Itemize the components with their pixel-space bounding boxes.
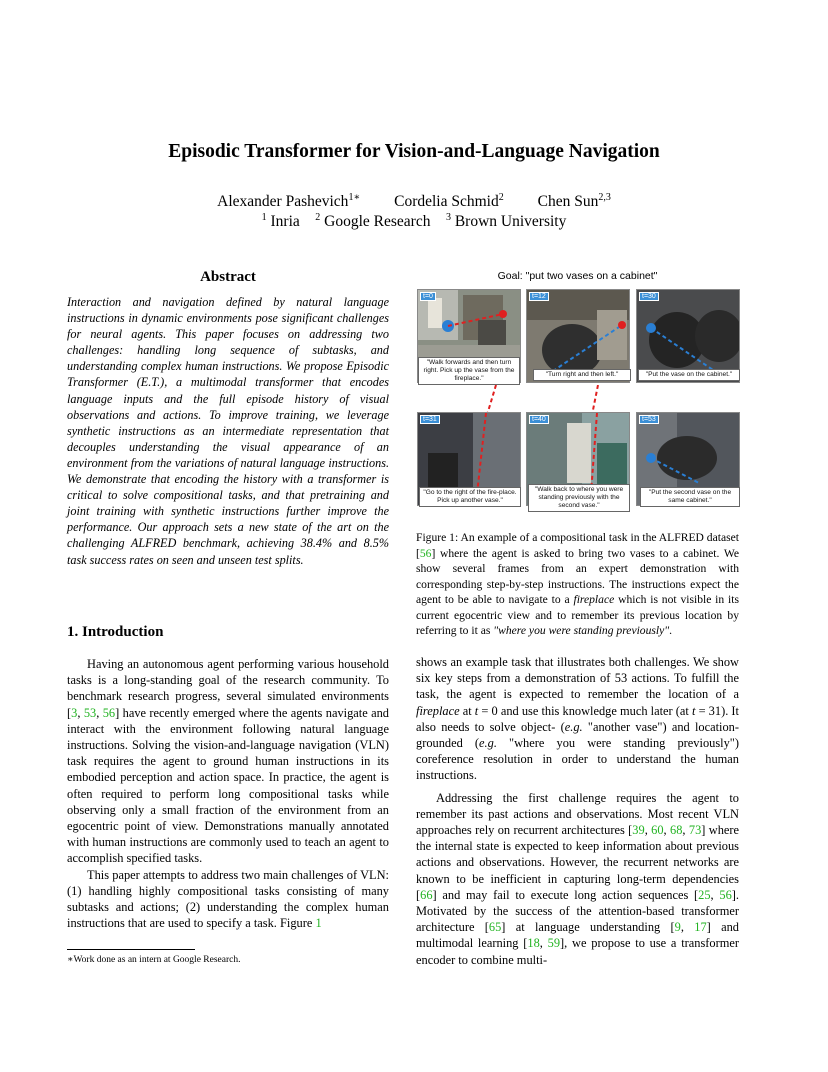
citation-link[interactable]: 9 <box>674 920 681 935</box>
instruction-bubble: "Walk back to where you were standing previously with the second vase." <box>528 484 630 512</box>
footnote-rule <box>67 949 195 950</box>
frame-tag: t=0 <box>420 292 436 301</box>
figure-goal: Goal: "put two vases on a cabinet" <box>497 270 658 282</box>
affil-sup: 2 <box>315 211 321 223</box>
citation-link[interactable]: 39 <box>632 823 645 838</box>
citation-link[interactable]: 3 <box>71 705 78 720</box>
footnote: ∗Work done as an intern at Google Research. <box>67 955 241 965</box>
figure-caption <box>416 530 739 639</box>
frame-tag: t=53 <box>639 415 659 424</box>
citation-link[interactable]: 66 <box>420 887 433 902</box>
instruction-bubble: "Turn right and then left." <box>533 369 631 381</box>
left-column <box>67 656 389 931</box>
abstract-text: Interaction and navigation defined by natural language instructions in dynamic environments pose significant challenges for neural agents. This paper focuses on addressing two challenges: handling long sequence of subtasks, and understanding complex human instructions. We propose Episodic Transformer (E.T.), a multimodal transformer that encodes language inputs and the full episode history of visual observations and actions. To improve training, we leverage synthetic instructions as an intermediate representation that decouples understanding the visual appearance of an environment from the variations of natural language instructions. We demonstrate that encoding the history with a transformer is critical to solve compositional tasks, and that pretraining and joint training with synthetic instructions further improve the performance. Our approach sets a new state of the art on the challenging ALFRED benchmark, achieving 38.4% and 8.5% task success rates on seen and unseen test splits. <box>67 295 389 567</box>
caption-text: . <box>669 624 673 637</box>
author-sup: 2,3 <box>598 191 611 203</box>
affil-sup: 3 <box>445 211 451 223</box>
right-column <box>416 654 739 968</box>
affil-name: Inria <box>270 213 300 230</box>
author-block <box>0 192 828 232</box>
citation-link[interactable]: 18 <box>527 936 540 951</box>
citation-link[interactable]: 53 <box>83 705 97 720</box>
author-name: Alexander Pashevich <box>217 193 349 210</box>
author-name: Cordelia Schmid <box>394 193 499 210</box>
citation-link[interactable]: 73 <box>688 823 702 838</box>
author-name: Chen Sun <box>537 193 599 210</box>
author-sup: 1∗ <box>348 191 361 203</box>
caption-text: ] where the agent is asked to bring two vases to a cabinet. We show several frames from an expert demonstration with corresponding step-by-step instructions. The instructions expect the agent to be able to navigate to a <box>416 546 739 606</box>
caption-emphasis: fireplace <box>573 593 615 606</box>
figure-link[interactable]: 1 <box>315 916 322 931</box>
author-sup: 2 <box>498 191 504 203</box>
citation-link[interactable]: 17 <box>694 920 707 935</box>
citation-link[interactable]: 56 <box>719 887 732 902</box>
paragraph: Addressing the first challenge requires the agent to remember its past actions and observations. Most recent VLN approaches rely on recurrent architectures [39, 60, 68, 73] where the internal state is expected to keep information about previous actions and observations. However, the recurrent networks are known to be inefficient in capturing long-term dependencies [66] and may fail to execute long action sequences [25, 56]. Motivated by the success of the attention-based transformer architecture [65] at language understanding [9, 17] and multimodal learning [18, 59], we propose to use a transformer encoder to combine multi- <box>416 790 740 967</box>
caption-text: Figure 1: An example of a compositional task in the ALFRED dataset [ <box>416 531 739 560</box>
paragraph: shows an example task that illustrates both challenges. We show six key steps from a demonstration of 53 actions. To fulfill the task, the agent is expected to remember the location of a fireplace at t = 0 and use this knowledge much later (at t = 31). It also needs to solve object- (e.g. "another vase") and location-grounded (e.g. "where you were standing previously") coreference resolution in order to understand the human instructions. <box>416 655 740 783</box>
citation-link[interactable]: 56 <box>102 705 116 720</box>
instruction-bubble: "Walk forwards and then turn right. Pick up the vase from the fireplace." <box>418 357 520 385</box>
citation-link[interactable]: 56 <box>419 546 432 560</box>
frame-tag: t=31 <box>420 415 440 424</box>
affil-name: Google Research <box>324 213 431 230</box>
citation-link[interactable]: 25 <box>698 887 711 902</box>
affil-sup: 1 <box>261 211 267 223</box>
frame-tag: t=12 <box>529 292 549 301</box>
section-heading: 1. Introduction <box>67 624 164 640</box>
instruction-bubble: "Go to the right of the fire-place. Pick up another vase." <box>419 487 521 507</box>
citation-link[interactable]: 60 <box>651 823 664 838</box>
paragraph: Having an autonomous agent performing various household tasks is a long-standing goal of the research community. To benchmark research progress, several simulated environments [3, 53, 56] have recently emerged where the agents navigate and interact with the environment following natural language instructions. Solving the vision-and-language navigation (VLN) task requires the agent to ground human instructions in its embodied perception and action space. In practice, the agent is often required to perform long compositional tasks while observing only a small fraction of the environment from an egocentric point of view. Demonstrations manually annotated with human instructions are commonly used to teach an agent to accomplish specified tasks. <box>67 657 389 866</box>
caption-emphasis: "where you were standing previously" <box>493 624 670 637</box>
author-names <box>0 192 828 212</box>
citation-link[interactable]: 65 <box>488 920 502 935</box>
affiliations <box>0 212 828 232</box>
caption-text: which is not visible in its current egocentric view and to remember its previous location by referring to it as <box>416 593 739 637</box>
frame-tag: t=40 <box>529 415 549 424</box>
instruction-bubble: "Put the vase on the cabinet." <box>638 369 740 381</box>
paper-title: Episodic Transformer for Vision-and-Language Navigation <box>168 141 660 162</box>
instruction-bubble: "Put the second vase on the same cabinet." <box>640 487 740 507</box>
abstract-heading: Abstract <box>200 269 256 285</box>
citation-link[interactable]: 59 <box>547 936 561 951</box>
citation-link[interactable]: 68 <box>670 823 683 838</box>
affil-name: Brown University <box>454 213 567 230</box>
frame-tag: t=30 <box>639 292 659 301</box>
paragraph: This paper attempts to address two main challenges of VLN: (1) handling highly compositional tasks consisting of many subtasks and actions; (2) understanding the complex human instructions that are used to specify a task. Figure 1 <box>67 867 389 931</box>
